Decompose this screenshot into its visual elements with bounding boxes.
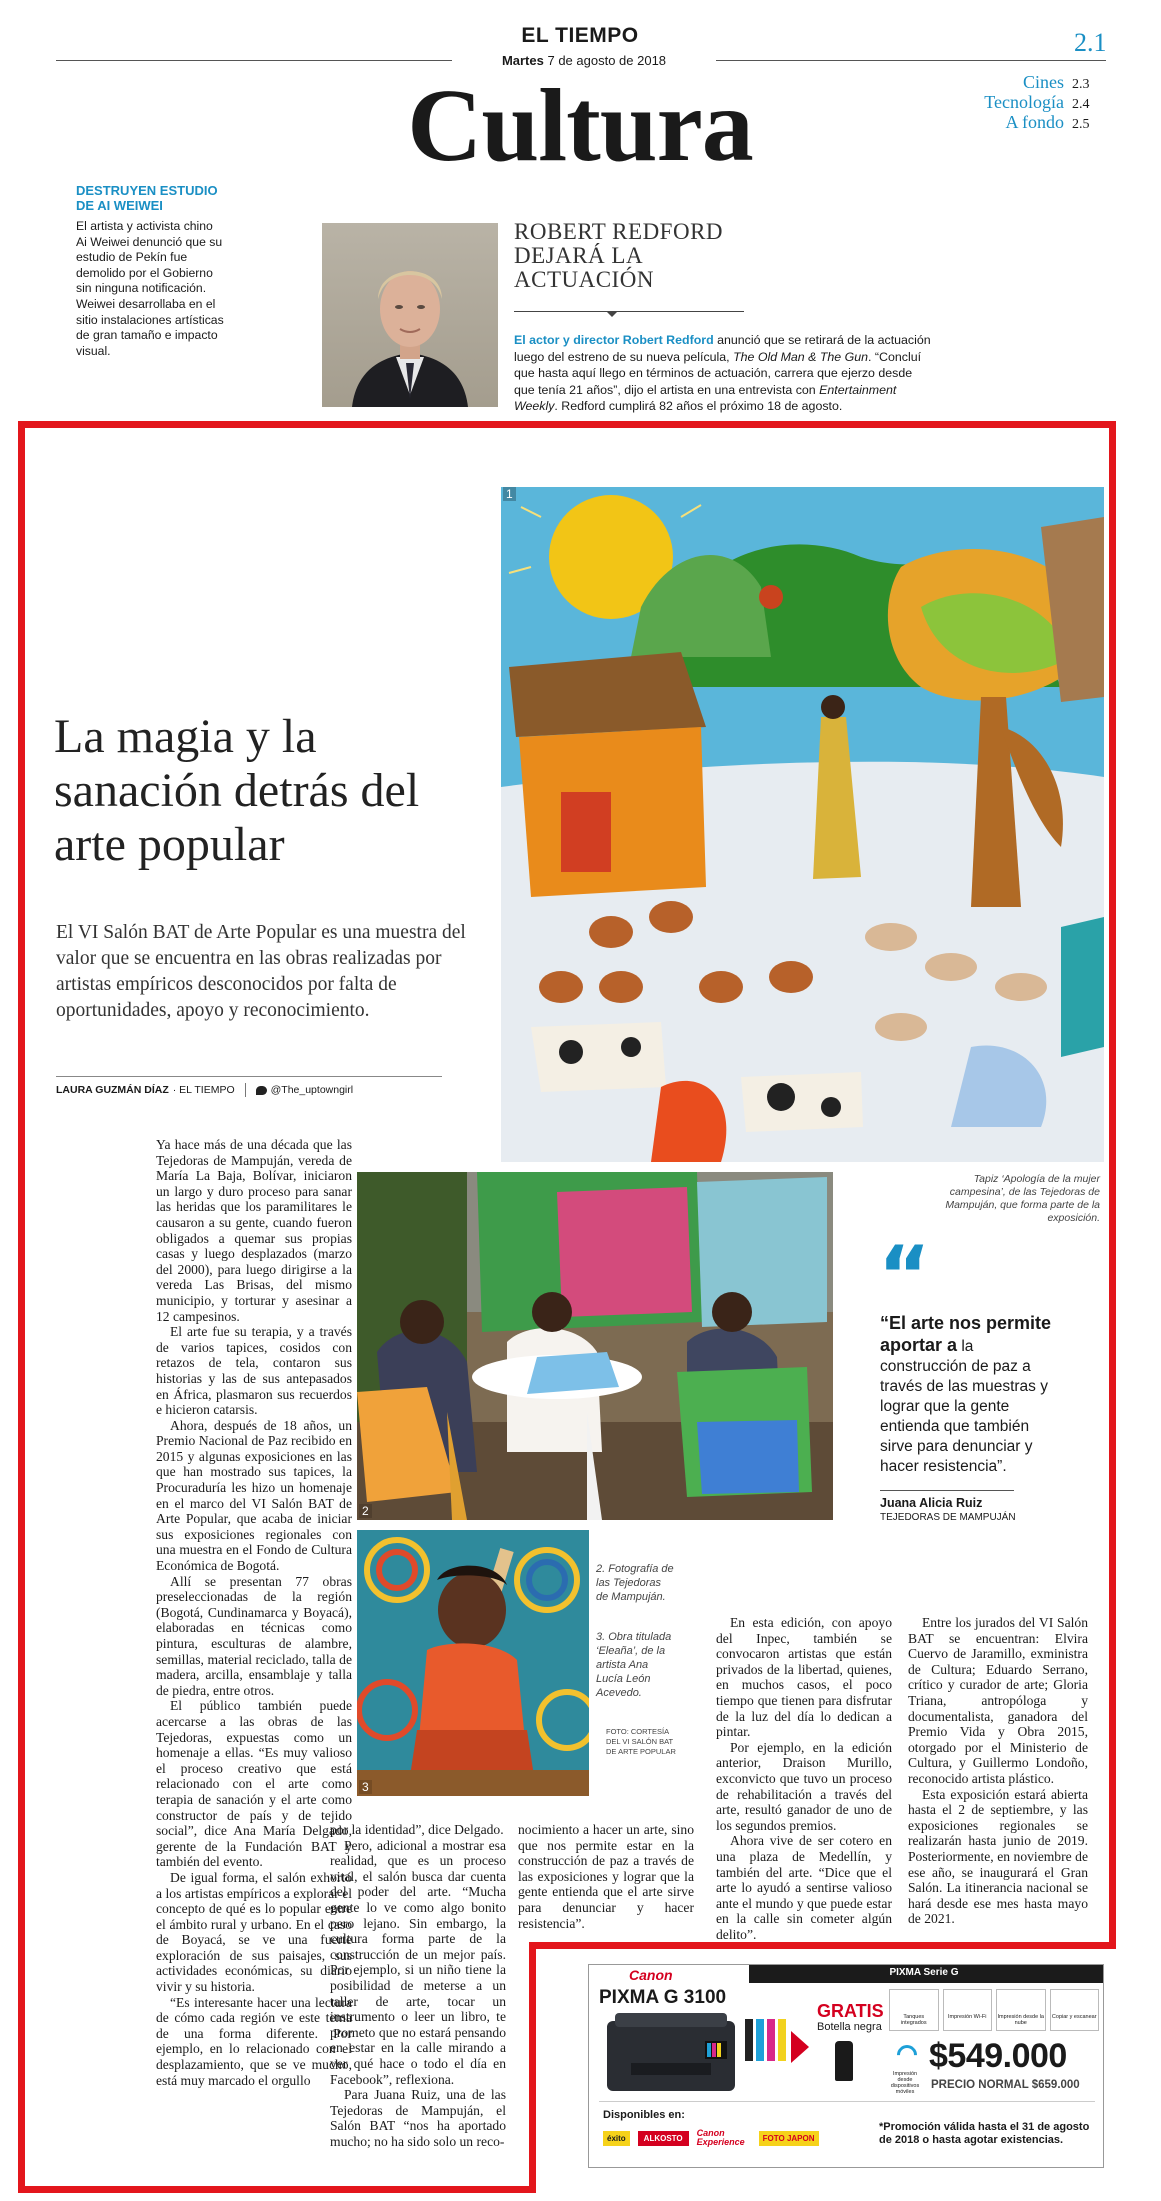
ad-divider (599, 2101, 1095, 2102)
frame-step-horizontal (529, 1942, 1116, 1949)
pull-quote: “El arte nos permite aportar a la construcción de paz a través de las muestras y lograr que la gente entienda que también sirve para denunciar y hacer resistencia”. (880, 1313, 1052, 1475)
frame-top (18, 421, 1116, 428)
store-logo-fotojapon: FOTO JAPON (759, 2131, 819, 2146)
painting-eleana (357, 1530, 589, 1796)
ad-promo: GRATIS (817, 2001, 884, 2021)
teaser-rule (514, 311, 744, 312)
ad-brand-logo: Canon (629, 1967, 673, 1983)
store-logo-alkosto: ALKOSTO (638, 2131, 689, 2146)
index-item[interactable]: Cines 2.3 (1022, 72, 1090, 92)
frame-right (1109, 421, 1116, 1949)
brief-title: DESTRUYEN ESTUDIO DE AI WEIWEI (76, 183, 218, 213)
store-logo-canon: Canon Experience (696, 2128, 745, 2147)
feature-icon: Impresión Wi-Fi (943, 1989, 993, 2031)
canon-ad[interactable] (588, 1964, 1104, 2168)
caption-2: 2. Fotografía de las Tejedoras de Mampuján. (596, 1563, 674, 1603)
brief-body: El artista y activista chino Ai Weiwei denunció que su estudio de Pekín fue demolido por el Gobierno sin ninguna notificación. Weiwei desarrollaba en el sitio instalaciones artísticas de gran tamaño e impacto visual. (76, 219, 224, 358)
quote-icon: “ (878, 1229, 931, 1322)
caption-1: Tapiz ‘Apología de la mujer campesina’, de las Tejedoras de Mampuján, que forma parte de la exposición. (945, 1173, 1100, 1224)
photo-credit: FOTO: CORTESÍA DEL VI SALÓN BAT DE ARTE POPULAR (606, 1727, 676, 1756)
twitter-icon (256, 1086, 267, 1095)
ad-series-label: PIXMA Serie G (889, 1967, 959, 1978)
arrow-icon (791, 2031, 809, 2063)
frame-left (18, 421, 25, 2193)
ad-available: Disponibles en: (603, 2109, 685, 2121)
image-number: 1 (503, 487, 516, 501)
feature-icon: Tanques integrados (889, 1989, 939, 2031)
body-column-3: nocimiento a hacer un arte, sino que nos permite estar en la construcción de paz a través de las exposiciones y lograr que la gente entienda que el arte sirve para denunciar y hacer resistencia”. (518, 1822, 694, 1931)
body-column-4: En esta edición, con apoyo del Inpec, también se convocaron artistas que están privados de la libertad, quienes, en muchos casos, el poco tiempo que tienen para disfrutar de la luz del día lo dedican a pintar. Por ejemplo, en la edición anterior, Draison Murillo, exconvicto que tuvo un proceso de rehabilitación a través del arte, resultó ganador de uno de los segundos premios. Ahora vive de ser cotero en una plaza de Medellín, y también del arte. “Dice que el arte lo ayudó a sentirse valioso ante el mundo y que puede estar en la calle sin cometer algún delito”. (716, 1615, 892, 1942)
feature-icon: Impresión desde la nube (996, 1989, 1046, 2031)
twitter-handle[interactable]: @The_uptowngirl (270, 1084, 354, 1096)
body-column-1: Ya hace más de una década que las Tejedoras de Mampuján, vereda de María La Baja, Bolívar, iniciaron un largo y duro proceso para sanar las heridas que los paramilitares le causaron a su gente, cuando fueron obligados a quemar sus propias casas y luego desplazados (marzo del 2000), para luego dirigirse a la vereda Las Brisas, del mismo municipio, y torturar y asesinar a 12 campesinos. El arte fue su terapia, y a través de varios tapices, cosidos con retazos de tela, contaron sus historias y las de sus antepasados en África, plasmaron sus recuerdos e hicieron catarsis. Ahora, después de 18 años, un Premio Nacional de Paz recibido en 2015 y algunas exposiciones en las que han mostrado sus tapices, la Procuraduría les hizo un homenaje en el marco del VI Salón BAT de Arte Popular, que acaba de iniciar sus exposiciones regionales con una muestra en el Fondo de Cultura Económica de Bogotá. Allí se presentan 77 obras preseleccionadas de la región (Bogotá, Cundinamarca y Boyacá), elaboradas en técnicas como pintura, esculturas de alambre, semillas, material reciclado, talla de madera, arcilla, ensamblaje y talla de piedra, entre otros. El público también puede acercarse a las obras de las Tejedoras, expuestas como un homenaje a ellas. “Es muy valioso el proceso creativo que está relacionado con el arte como terapia de sanación y el arte como constructor de país y de tejido social”, dice Ana María Delgado, gerente de la Fundación BAT y también del evento. De igual forma, el salón exhortó a los artistas empíricos a explorar el concepto de qué es lo popular entre el ámbito rural y urbano. En el caso de Boyacá, se ve una fuerte exploración de sus paisajes, sus actividades económicas, su diario vivir y su historia. “Es interesante hacer una lectura de cómo cada región ve este tema de una forma diferente. Por ejemplo, en lo relacionado con el desplazamiento, que se ve mucho, está muy marcado el orgullo (156, 1137, 352, 2088)
teaser-rule-arrow (606, 311, 618, 317)
byline: LAURA GUZMÁN DÍAZ · EL TIEMPO @The_uptowngirl (56, 1084, 354, 1096)
quote-role: TEJEDORAS DE MAMPUJÁN (880, 1512, 1016, 1523)
byline-rule (56, 1076, 442, 1077)
ad-promo-sub: Botella negra (817, 2021, 882, 2033)
masthead-brand: EL TIEMPO (521, 24, 639, 47)
masthead-rule-left (56, 60, 452, 61)
frame-step-vertical (529, 1942, 536, 2193)
masthead-rule-right (716, 60, 1106, 61)
ad-regular-price: PRECIO NORMAL $659.000 (931, 2079, 1080, 2091)
ad-stores (603, 2129, 873, 2147)
caption-3: 3. Obra titulada ‘Eleaña’, de la artista Ana Lucía León Acevedo. (596, 1631, 672, 1699)
ad-footnote: *Promoción válida hasta el 31 de agosto de 2018 o hasta agotar existencias. (879, 2121, 1090, 2146)
teaser-headline[interactable]: ROBERT REDFORD DEJARÁ LA ACTUACIÓN (514, 219, 724, 292)
ad-wifi-note: Impresión desde dispositivos móviles (890, 2071, 920, 2095)
ad-model: PIXMA G 3100 (599, 1987, 727, 2008)
index-item[interactable]: A fondo 2.5 (1005, 112, 1090, 132)
ad-price: $549.000 (929, 2037, 1067, 2075)
weavers-photo (357, 1172, 833, 1520)
article-deck: El VI Salón BAT de Arte Popular es una muestra del valor que se encuentra en las obras realizadas por artistas empíricos desconocidos por falta de oportunidades, apoyo y reconocimiento. (56, 922, 466, 1021)
ink-bottle-icon (835, 2041, 853, 2081)
article-headline: La magia y la sanación detrás del arte popular (54, 710, 420, 871)
ad-feature-icons (889, 1989, 1099, 2031)
image-number: 2 (359, 1504, 372, 1518)
teaser-body: El actor y director Robert Redford anunció que se retirará de la actuación luego del estreno de su nueva película, The Old Man & The Gun. “Concluí que hasta aquí llego en términos de actuación, carrera que ejerzo desde que tenía 21 años”, dijo el artista en una entrevista con Entertainment Weekly. Redford cumplirá 82 años el próximo 18 de agosto. (514, 333, 931, 414)
redford-photo (322, 223, 498, 407)
tapestry-image (501, 487, 1104, 1162)
frame-bottom (18, 2186, 536, 2193)
quote-name: Juana Alicia Ruiz (880, 1496, 983, 1510)
section-title: Cultura (407, 68, 753, 183)
index-item[interactable]: Tecnología 2.4 (984, 92, 1090, 112)
page-number: 2.1 (1074, 28, 1107, 57)
wifi-icon (893, 2041, 921, 2069)
body-column-5: Entre los jurados del VI Salón BAT se encuentran: Elvira Cuervo de Jaramillo, exministra de Cultura; Eduardo Serrano, crítico y curador de arte; Gloria Triana, antropóloga y documentalista, ganadora del Premio Vida y Obra 2015, otorgado por el Ministerio de Cultura, y Guillermo Londoño, reconocido artista plástico. Esta exposición estará abierta hasta el 2 de septiembre, y las exposiciones regionales se realizarán hasta junio de 2019. Posteriormente, en noviembre de ese año, se inaugurará el Gran Salón. La itinerancia nacional se hará desde ese mes hasta mayo de 2021. (908, 1615, 1088, 1927)
quote-rule (880, 1490, 1014, 1491)
feature-icon: Copiar y escanear (1050, 1989, 1100, 2031)
store-logo-exito: éxito (603, 2131, 630, 2146)
section-index (930, 72, 1094, 132)
body-column-2: por la identidad”, dice Delgado. Pero, adicional a mostrar esa realidad, que es un proceso vital, el salón busca dar cuenta del poder del arte. “Mucha gente lo ve como algo bonito pero lejano. Sin embargo, la cultura forma parte de la construcción de un mejor país. Por ejemplo, si un niño tiene la posibilidad de meterse a un taller de arte, tocar un instrumento o leer un libro, te prometo que no estará pensando en estar en la calle mirando a ver qué hace o todo el día en Facebook”, reflexiona. Para Juana Ruiz, una de las Tejedoras de Mampuján, el Salón BAT “nos ha aportado mucho; no ha sido solo un reco- (330, 1822, 506, 2149)
masthead-date: Martes 7 de agosto de 2018 (501, 53, 667, 68)
printer-image (601, 2013, 741, 2095)
byline-separator (245, 1083, 246, 1097)
image-number: 3 (359, 1780, 372, 1794)
ink-tanks (745, 2015, 787, 2065)
